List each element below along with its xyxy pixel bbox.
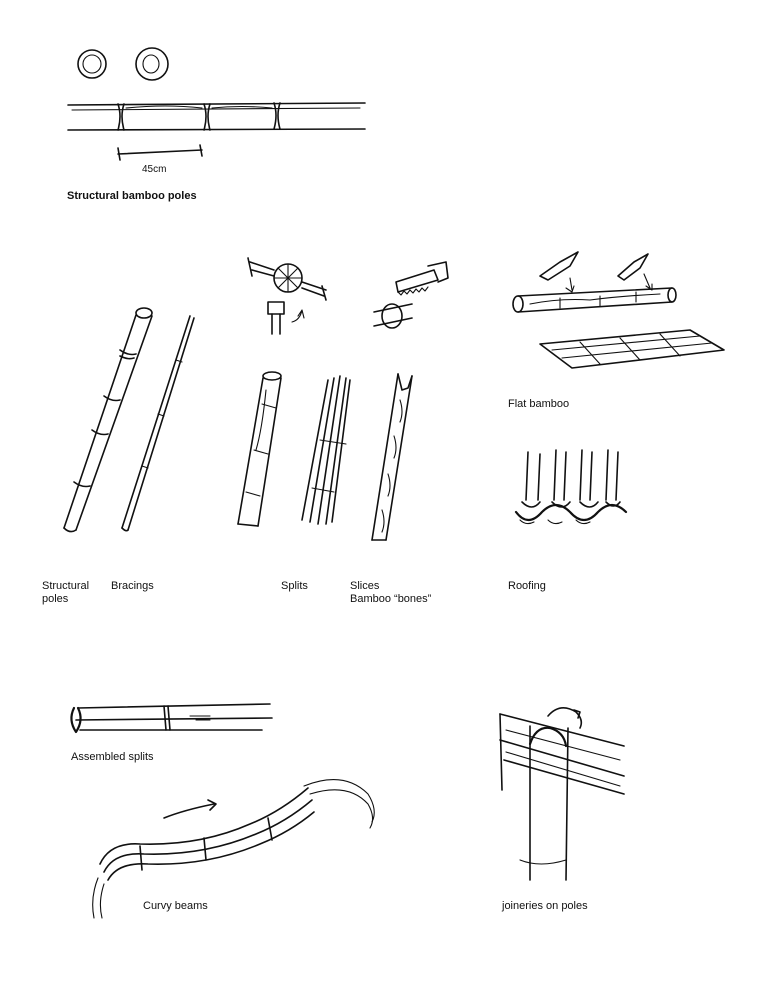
pole-crosscut-sketch xyxy=(374,304,412,328)
curvy-beam-sketch xyxy=(93,780,375,918)
joineries-on-poles-caption: joineries on poles xyxy=(502,900,588,912)
splitting-tool-sketch xyxy=(248,258,326,300)
structural-poles-caption-line2: poles xyxy=(42,593,69,605)
pole-cross-sections xyxy=(78,48,168,80)
knife-sketches xyxy=(540,252,652,292)
bracings-caption: Bracings xyxy=(111,580,154,592)
bamboo-bones-sketch xyxy=(372,374,412,540)
slices-caption: Slices xyxy=(350,580,380,592)
roofing-sketch xyxy=(516,450,626,524)
mallet-sketch xyxy=(268,302,304,334)
structural-bamboo-poles-caption: Structural bamboo poles xyxy=(67,190,197,202)
bracing-sketch xyxy=(122,316,194,531)
dimension-line xyxy=(118,145,202,175)
roofing-caption: Roofing xyxy=(508,580,546,592)
split-pole-sketch xyxy=(238,372,281,526)
flat-bamboo-mat-sketch xyxy=(540,330,724,368)
flat-bamboo-caption: Flat bamboo xyxy=(508,398,570,410)
saw-sketch xyxy=(396,262,448,295)
bend-arrow xyxy=(164,800,216,818)
joinery-sketch xyxy=(500,708,624,880)
assembled-splits-sketch xyxy=(71,704,272,732)
flattened-pole-sketch xyxy=(513,288,676,312)
structural-poles-caption-line1: Structural xyxy=(42,580,90,592)
curvy-beams-caption: Curvy beams xyxy=(143,900,208,912)
structural-pole-sketch xyxy=(64,308,152,532)
bamboo-bones-caption: Bamboo “bones” xyxy=(350,593,432,605)
dimension-label: 45cm xyxy=(142,164,167,175)
splits-bundle-sketch xyxy=(302,376,350,524)
horizontal-pole-sketch xyxy=(68,103,365,130)
splits-caption: Splits xyxy=(281,580,308,592)
assembled-splits-caption: Assembled splits xyxy=(71,751,154,763)
